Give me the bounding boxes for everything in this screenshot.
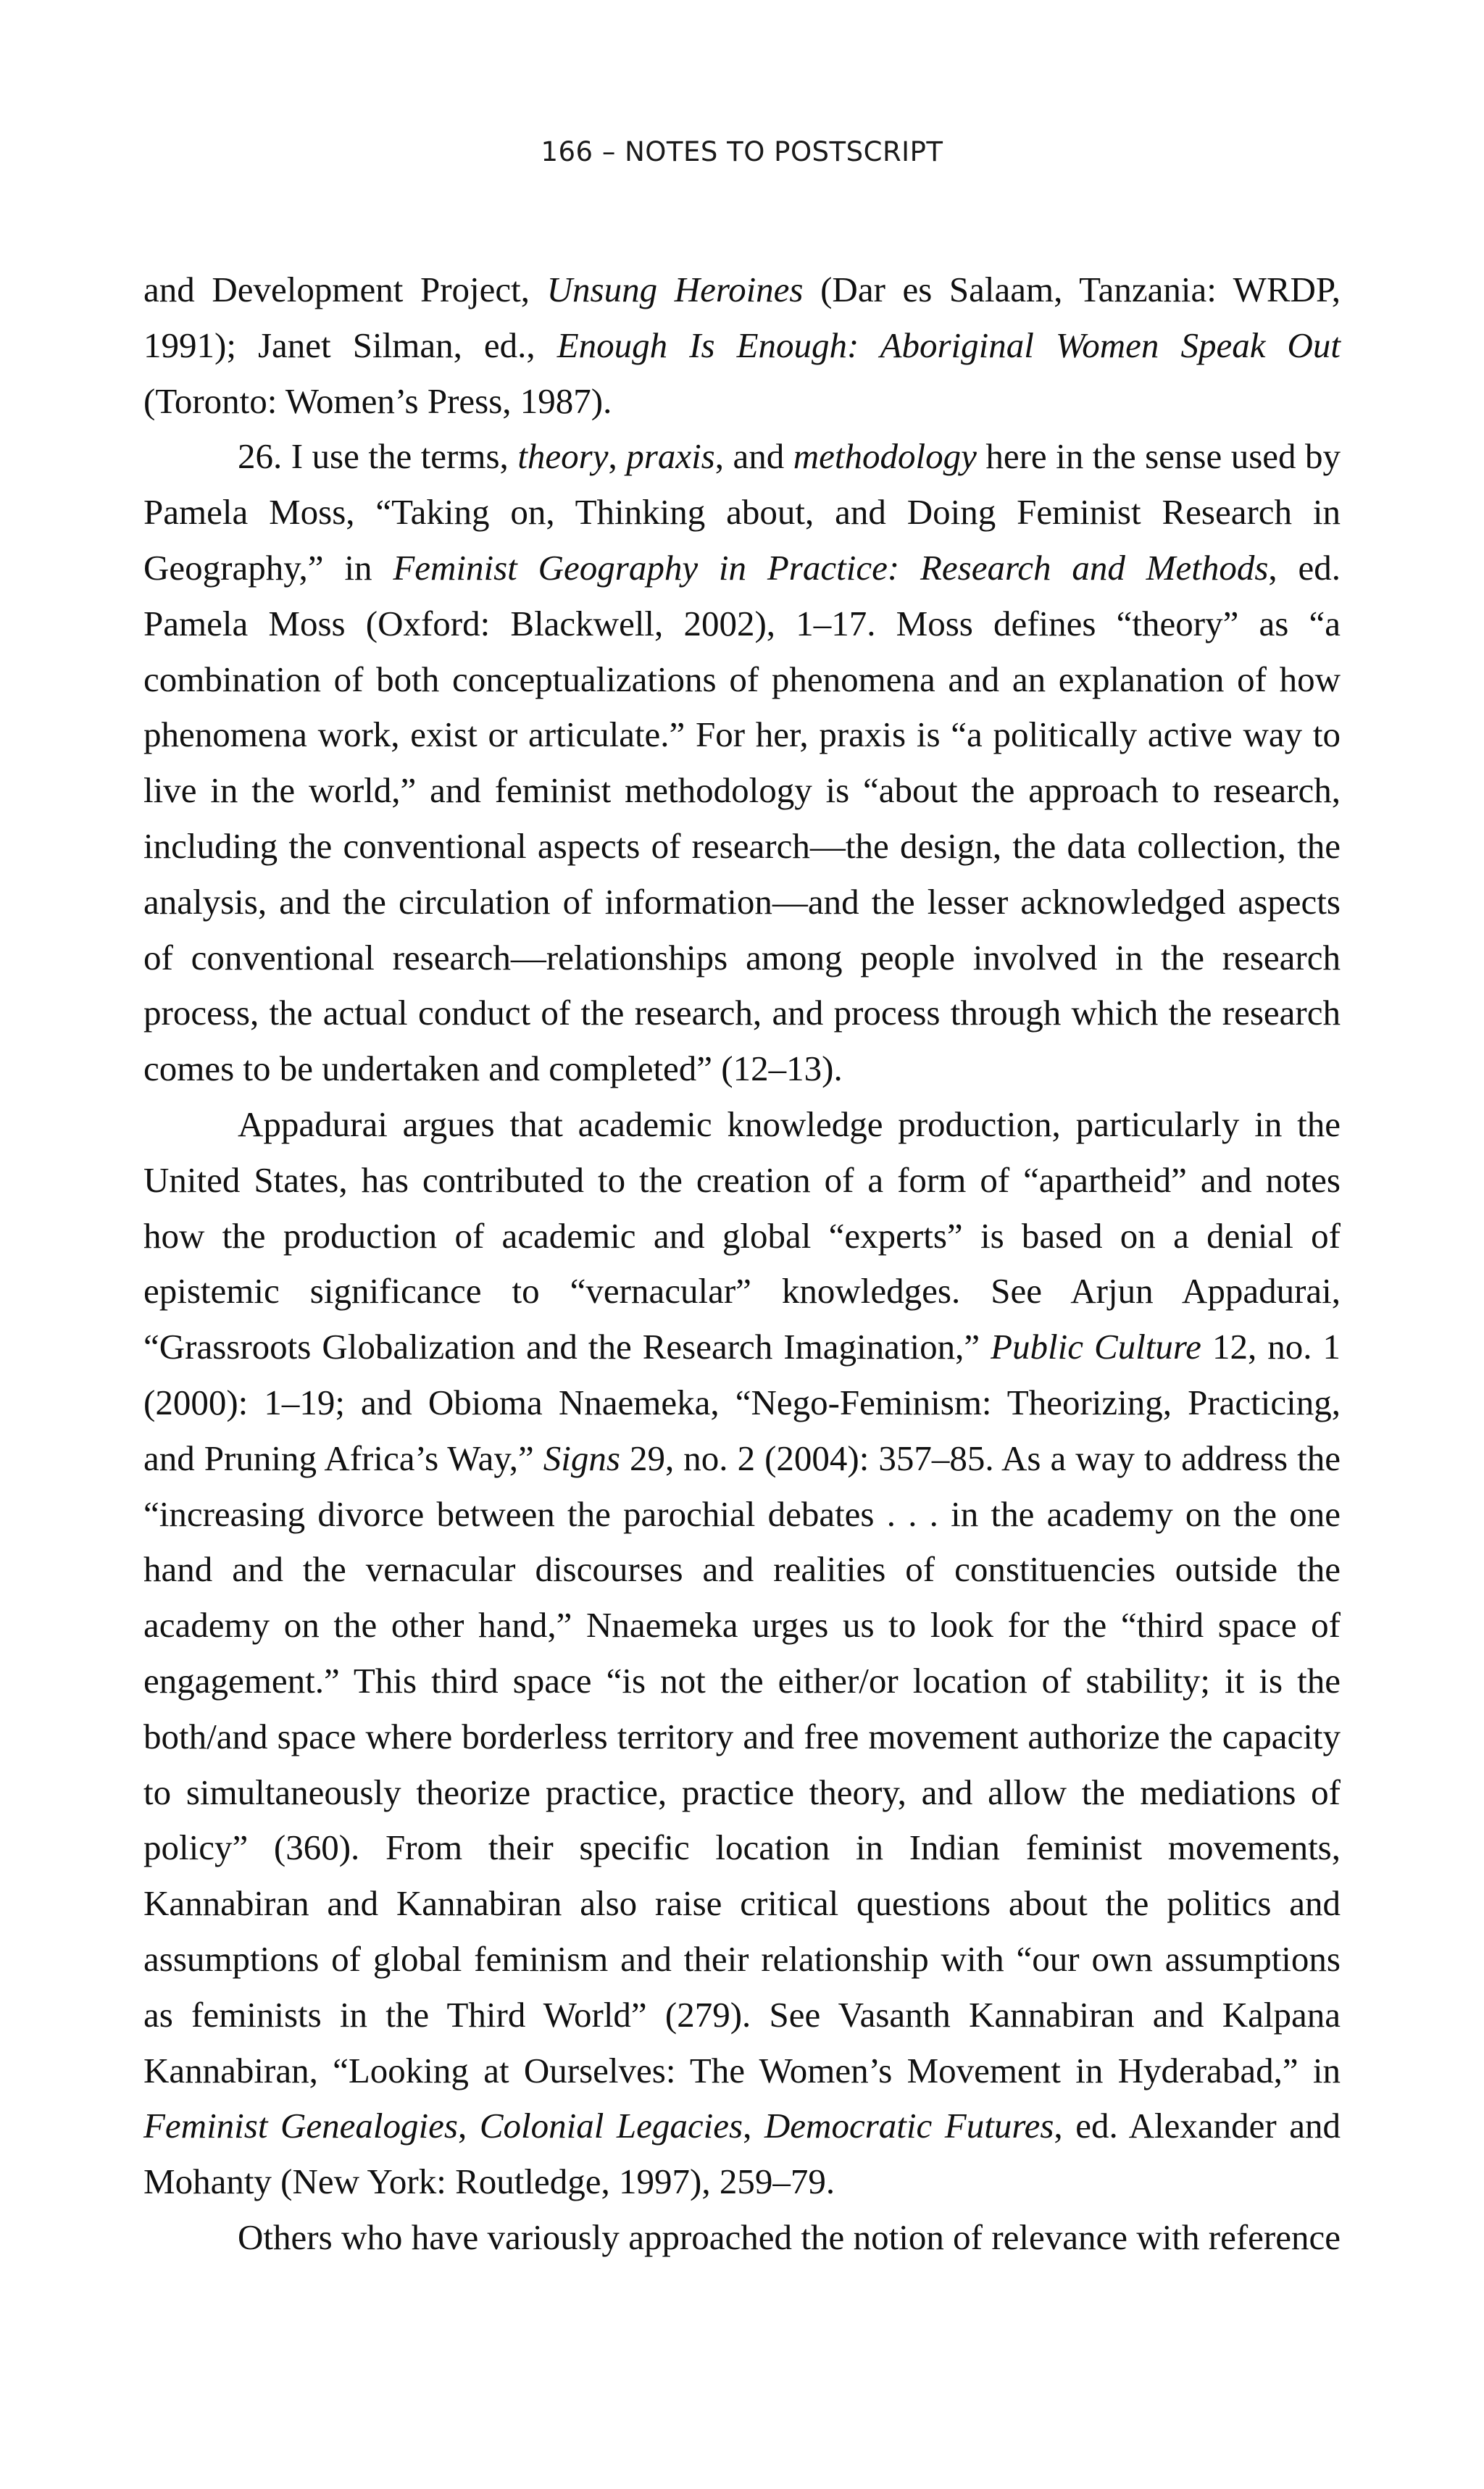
- cited-title: Unsung Heroines: [546, 270, 804, 309]
- note-26: [143, 429, 1341, 1097]
- cited-title: Signs: [543, 1438, 620, 1478]
- cited-title: Enough Is Enough: Aboriginal Women Speak Out: [556, 325, 1341, 365]
- note-text: (Dar es Salaam, Tanzania: WRDP, 1991); Janet Silman, ed.,: [143, 270, 1341, 365]
- emphasized-term: theory: [517, 436, 609, 477]
- cited-title: Public Culture: [991, 1327, 1201, 1367]
- note-paragraph-continued: [143, 262, 1341, 429]
- emphasized-term: praxis: [626, 436, 715, 477]
- running-head: 166 – NOTES TO POSTSCRIPT: [541, 136, 943, 167]
- cited-title: Feminist Geography in Practice: Research and Methods: [393, 547, 1269, 588]
- note-text: ,: [743, 2106, 764, 2146]
- note-text: (Toronto: Women’s Press, 1987).: [143, 380, 612, 421]
- note-text: and Development Project,: [143, 270, 547, 309]
- note-text: 29, no. 2 (2004): 357–85. As a way to address the “increasing divorce between the parochial debates . . . in the academy on the one hand and the vernacular discourses and realities of constituencies outside the academy on the other hand,” Nnaemeka urges us to look for the “third space of engagement.” This third space “is not the either/or location of stability; it is the both/and space where borderless territory and free movement authorize the capacity to simultaneously theorize practice, practice theory, and allow the mediations of policy” (360). From their specific location in Indian feminist movements, Kannabiran and Kannabiran also raise critical questions about the politics and assumptions of global feminism and their relationship with “our own assumptions as feminists in the Third World” (279). See Vasanth Kannabiran and Kalpana Kannabiran, “Looking at Ourselves: The Women’s Movement in Hyderabad,” in: [143, 1438, 1341, 2090]
- note-text: Others who have variously approached the notion of relevance with reference: [238, 2217, 1341, 2257]
- cited-title: Feminist Genealogies: [143, 2106, 458, 2146]
- note-text: , ed. Alexander and Mohanty (New York: Routledge, 1997), 259–79.: [143, 2106, 1341, 2202]
- note-text: , and: [714, 436, 793, 477]
- cited-title: Colonial Legacies: [479, 2106, 743, 2146]
- note-text: 12, no. 1 (2000): 1–19; and Obioma Nnaemeka, “Nego-Feminism: Theorizing, Practicing, and Pruning Africa’s Way,”: [143, 1327, 1341, 1478]
- note-paragraph-relevance: [143, 2210, 1341, 2266]
- note-text: ,: [457, 2106, 480, 2146]
- notes-text-block: [143, 262, 1341, 2266]
- note-paragraph-appadurai: [143, 1097, 1341, 2210]
- note-text: ,: [608, 436, 627, 477]
- cited-title: Democratic Futures: [764, 2106, 1054, 2146]
- note-text: , ed. Pamela Moss (Oxford: Blackwell, 2002), 1–17. Moss defines “theory” as “a combination of both conceptualizations of phenomena and an explanation of how phenomena work, exist or articulate.” For her, praxis is “a politically active way to live in the world,” and feminist methodology is “about the approach to research, including the conventional aspects of research—the design, the data collection, the analysis, and the circulation of information—and the lesser acknowledged aspects of conventional research—relationships among people involved in the research process, the actual conduct of the research, and process through which the research comes to be undertaken and completed” (12–13).: [143, 547, 1341, 1089]
- note-text: here in the sense used by Pamela Moss, “Taking on, Thinking about, and Doing Feminist Research in Geography,” in: [143, 436, 1341, 588]
- note-text: 26. I use the terms,: [238, 436, 518, 477]
- note-text: Appadurai argues that academic knowledge production, particularly in the United States, has contributed to the creation of a form of “apartheid” and notes how the production of academic and global “experts” is based on a denial of epistemic significance to “vernacular” knowledges. See Arjun Appadurai, “Grassroots Globalization and the Research Imagination,”: [143, 1104, 1341, 1367]
- emphasized-term: methodology: [793, 436, 977, 477]
